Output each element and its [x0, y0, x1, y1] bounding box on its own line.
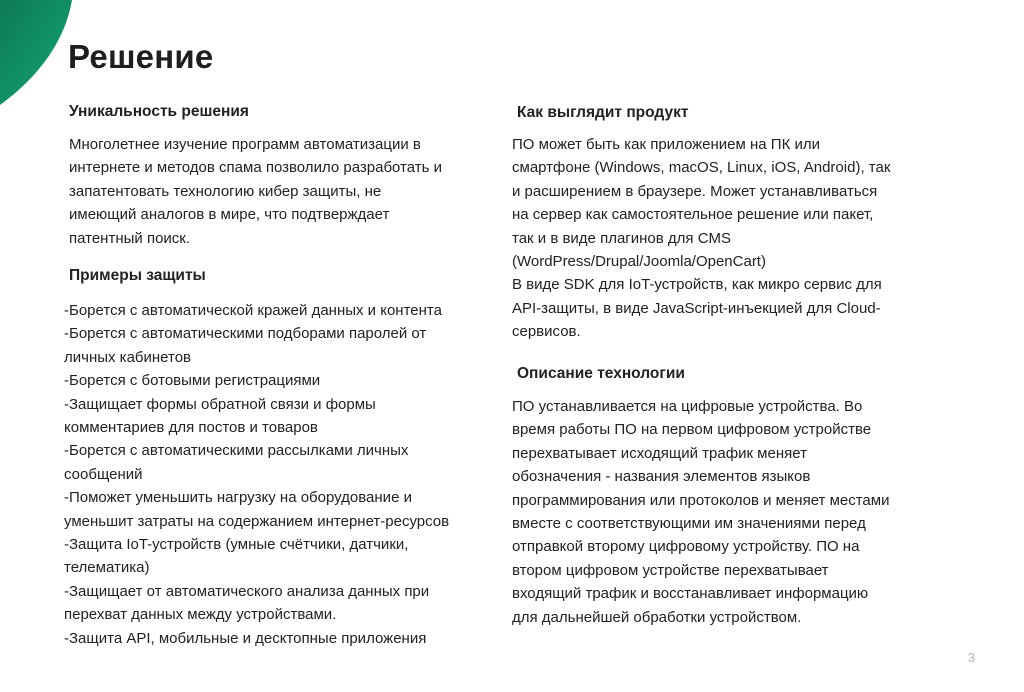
text-line: вместе с соответствующими им значениями перед	[512, 515, 866, 533]
text-line: интернете и методов спама позволило разработать и	[69, 159, 443, 177]
text-line: -Борется с автоматическими подборами паролей от	[64, 325, 427, 343]
text-line: сообщений	[64, 465, 143, 483]
text-line: обозначения - названия элементов языков	[512, 468, 811, 486]
text-line: и расширением в браузере. Может устанавливаться	[512, 182, 878, 200]
text-line: комментариев для постов и товаров	[64, 419, 318, 437]
text-line: телематика)	[64, 559, 150, 577]
page-number: 3	[967, 650, 975, 665]
text-line: -Защищает формы обратной связи и формы	[64, 395, 376, 413]
text-line: смартфоне (Windows, macOS, Linux, iOS, Android), так	[512, 159, 891, 177]
uniqueness-heading: Уникальность решения	[69, 103, 249, 120]
text-line: ПО устанавливается на цифровые устройства. Во	[512, 398, 863, 415]
text-line: (WordPress/Drupal/Joomla/OpenCart)	[512, 253, 766, 271]
text-line: -Защищает от автоматического анализа данных при	[64, 582, 430, 600]
text-line: программирования или протоколов и меняет местами	[512, 491, 890, 509]
text-line: патентный поиск.	[69, 229, 191, 247]
text-line: запатентовать технологию кибер защиты, не	[69, 182, 382, 200]
text-line: перехватывает исходящий трафик меняет	[512, 444, 807, 462]
text-line: время работы ПО на первом цифровом устройстве	[512, 421, 872, 439]
uniqueness-paragraph	[69, 133, 442, 250]
text-line: -Защита API, мобильные и десктопные приложения	[64, 629, 427, 647]
product-heading: Как выглядит продукт	[517, 104, 689, 121]
text-line: для дальнейшей обработки устройством.	[512, 608, 802, 626]
tech-paragraph	[512, 395, 889, 629]
text-line: так и в виде плагинов для CMS	[512, 229, 732, 247]
text-line: сервисов.	[512, 323, 581, 341]
text-line: уменьшит затраты на содержанием интернет-ресурсов	[64, 512, 450, 530]
text-line: -Борется с автоматической кражей данных и контента	[64, 302, 442, 319]
examples-list	[64, 299, 449, 650]
text-line: втором цифровом устройстве перехватывает	[512, 561, 829, 579]
text-line: имеющий аналогов в мире, что подтверждает	[69, 206, 390, 224]
text-line: личных кабинетов	[64, 348, 192, 366]
text-line: В виде SDK для IoT-устройств, как микро сервис для	[512, 276, 882, 294]
text-line: на сервер как самостоятельное решение или пакет,	[512, 206, 874, 224]
text-line: перехват данных между устройствами.	[64, 606, 337, 624]
product-paragraph	[512, 133, 890, 344]
text-line: отправкой второму цифровому устройству. ПО на	[512, 538, 860, 556]
text-line: ПО может быть как приложением на ПК или	[512, 136, 820, 153]
text-line: API-защиты, в виде JavaScript-инъекцией для Cloud-	[512, 299, 881, 317]
slide-title: Решение	[68, 38, 214, 75]
examples-heading: Примеры защиты	[69, 267, 206, 284]
text-line: -Борется с ботовыми регистрациями	[64, 372, 321, 390]
tech-heading: Описание технологии	[517, 365, 685, 382]
text-line: -Поможет уменьшить нагрузку на оборудование и	[64, 489, 412, 507]
text-line: -Защита IoT-устройств (умные счётчики, датчики,	[64, 536, 409, 554]
text-line: входящий трафик и восстанавливает информацию	[512, 585, 869, 603]
text-line: -Борется с автоматическими рассылками личных	[64, 442, 409, 460]
text-line: Многолетнее изучение программ автоматизации в	[69, 136, 421, 153]
